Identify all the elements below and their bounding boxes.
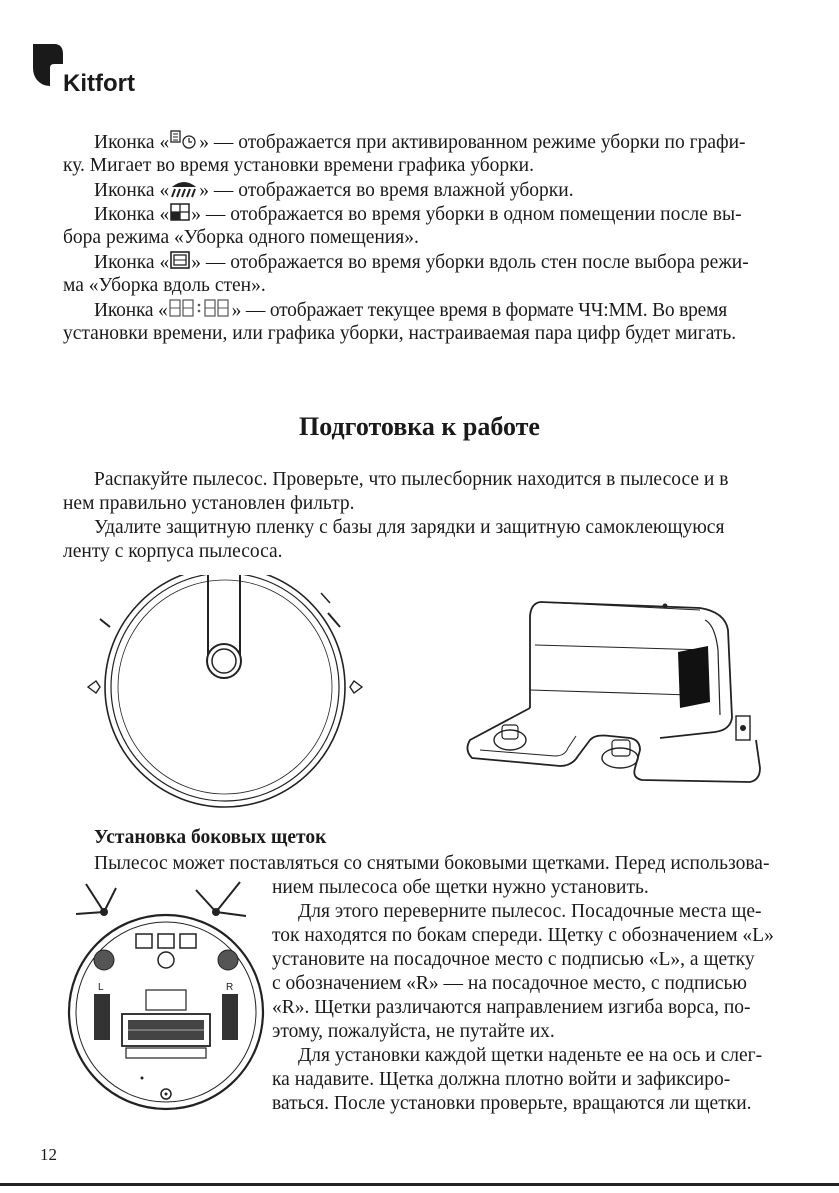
- clock-digits-icon: [168, 298, 232, 318]
- brushes-line-11: ваться. После установки проверьте, вращаются ли щетки.: [272, 1093, 752, 1114]
- single-room-icon: [169, 202, 191, 222]
- time-icon-line1: Иконка « » — отображает текущее время в формате ЧЧ:ММ. Во время: [94, 300, 728, 321]
- prep-para1-line1: Распакуйте пылесос. Проверьте, что пылесборник находится в пылесосе и в: [94, 469, 729, 490]
- brushes-line-7: «R». Щетки различаются направлением изгиба ворса, по-: [272, 997, 751, 1018]
- page-number: 12: [40, 1145, 57, 1164]
- brushes-line-4: ток находятся по бокам спереди. Щетку с обозначением «L»: [272, 925, 774, 946]
- brushes-line-5: установите на посадочное место с подписью «L», а щетку: [272, 949, 755, 970]
- bottom-rule: [0, 1183, 839, 1186]
- schedule-icon-line2: ку. Мигает во время установки времени графика уборки.: [63, 155, 534, 176]
- brushes-line-2: нием пылесоса обе щетки нужно установить.: [272, 877, 649, 898]
- left-slot-label: L: [98, 982, 104, 993]
- brand-name: Kitfort: [63, 70, 135, 97]
- schedule-icon-line1: Иконка « » — отображается при активированном режиме уборки по графи-: [94, 132, 746, 153]
- schedule-clean-icon: [169, 130, 199, 150]
- brushes-line-6: с обозначением «R» — на посадочное место, с подписью: [272, 973, 747, 994]
- brushes-line-8: этому, пожалуйста, не путайте их.: [272, 1021, 555, 1042]
- wet-clean-icon: [169, 178, 199, 198]
- brushes-line-3: Для этого переверните пылесос. Посадочные места ще-: [298, 901, 762, 922]
- right-slot-label: R: [226, 982, 234, 993]
- prep-para2-line2: ленту с корпуса пылесоса.: [63, 541, 283, 562]
- prep-para2-line1: Удалите защитную пленку с базы для зарядки и защитную самоклеющуюся: [94, 517, 725, 538]
- brushes-line-9: Для установки каждой щетки наденьте ее на ось и слег-: [298, 1045, 763, 1066]
- wet-icon-line1: Иконка « » — отображается во время влажной уборки.: [94, 180, 574, 201]
- robot-top-view-illustration: [80, 575, 380, 815]
- edge-clean-icon: [169, 250, 191, 270]
- edge-icon-line1: Иконка « » — отображается во время уборки вдоль стен после выбора режи-: [94, 252, 749, 273]
- side-brushes-heading: Установка боковых щеток: [94, 827, 327, 848]
- brushes-line-1: Пылесос может поставляться со снятыми боковыми щетками. Перед использова-: [94, 853, 770, 874]
- edge-icon-line2: ма «Уборка вдоль стен».: [63, 275, 266, 296]
- room-icon-line1: Иконка « » — отображается во время уборки в одном помещении после вы-: [94, 204, 742, 225]
- charging-base-illustration: [460, 590, 770, 790]
- brushes-line-10: ка надавите. Щетка должна плотно войти и зафиксиро-: [272, 1069, 731, 1090]
- room-icon-line2: бора режима «Уборка одного помещения».: [63, 227, 419, 248]
- robot-bottom-view-illustration: [66, 872, 266, 1112]
- prep-para1-line2: нем правильно установлен фильтр.: [63, 493, 355, 514]
- time-icon-line2: установки времени, или графика уборки, настраиваемая пара цифр будет мигать.: [63, 323, 737, 344]
- preparation-heading: Подготовка к работе: [299, 412, 540, 441]
